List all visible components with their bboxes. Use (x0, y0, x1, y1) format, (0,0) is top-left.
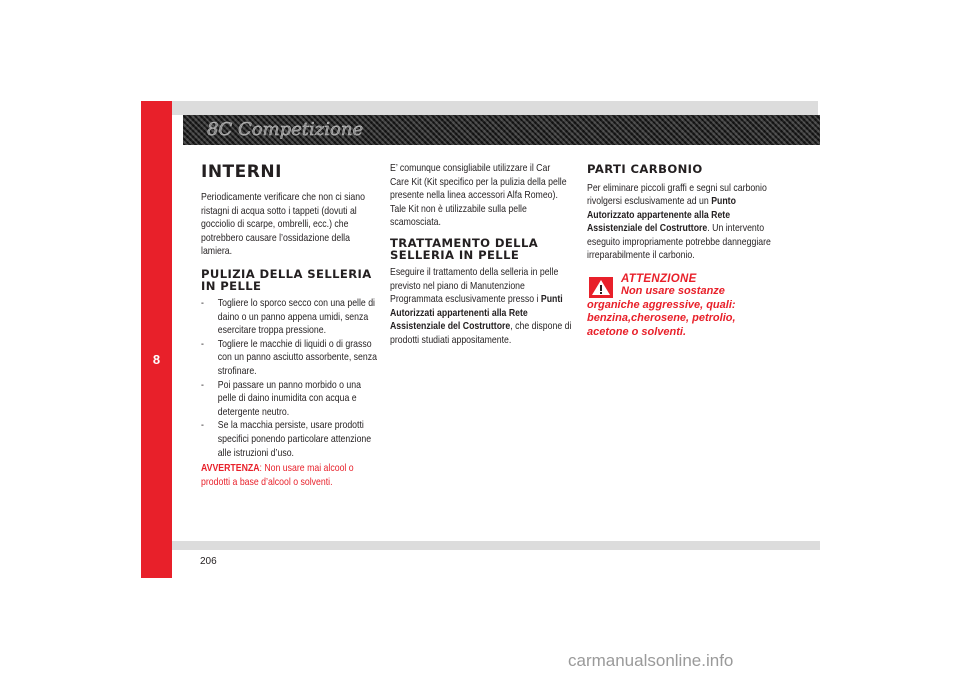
attention-title: ATTENZIONE (621, 273, 697, 286)
warning-label: AVVERTENZA (201, 463, 260, 475)
carbon-text-bold: Punto Autorizzato appartenente alla Rete Assistenziale del Costruttore (587, 196, 736, 235)
top-strip (172, 101, 818, 115)
list-item-text: Togliere lo sporco secco con una pelle di daino o un panno appena umidi, senza esercitare troppa pressione. (217, 297, 376, 337)
brand-logo (205, 116, 383, 142)
treatment-text-bold: Punti Autorizzati appartenenti alla Rete Assistenziale del Costruttore (390, 294, 563, 333)
warning-note (201, 462, 378, 489)
page-number: 206 (200, 556, 217, 567)
bullet-list (201, 297, 378, 489)
car-care-kit-paragraph: E’ comunque consigliabile utilizzare il Car Care Kit (Kit specifico per la pulizia della pelle presente nella linea accessori Alfa Romeo). Tale Kit non è utilizzabile sulla pelle scamosciata. (390, 163, 567, 229)
carbon-paragraph (587, 182, 773, 264)
treatment-text: Eseguire il trattamento della selleria in pelle previsto nel piano di Manutenzione Programmata esclusivamente presso i (390, 266, 559, 306)
list-item (201, 338, 378, 379)
bullet-marker: - (201, 338, 204, 350)
page-title: INTERNI (201, 162, 282, 182)
treatment-paragraph (390, 266, 571, 348)
column-right (587, 163, 772, 339)
list-item (201, 297, 378, 338)
list-item-text: Se la macchia persiste, usare prodotti specifici ponendo particolare attenzione alle istruzioni d’uso. (217, 420, 372, 459)
attention-box (587, 273, 772, 339)
carbon-text: Per eliminare piccoli graffi e segni sul carbonio rivolgersi esclusivamente ad un (587, 182, 767, 208)
column-middle (390, 162, 570, 348)
treatment-text-end: , che dispone di prodotti studiati appositamente. (390, 321, 572, 346)
chapter-tab (141, 101, 172, 578)
list-item (201, 379, 378, 420)
attention-text (587, 285, 772, 339)
warning-text: : Non usare mai alcool o prodotti a base d’alcool o solventi. (201, 463, 354, 488)
chapter-number: 8 (152, 352, 161, 367)
warning-triangle-icon (589, 277, 613, 298)
logo-text: 8C Competizione (207, 119, 364, 140)
carbon-text-end: . Un intervento eseguito impropriamente potrebbe danneggiare irreparabilmente il carbonio. (587, 223, 771, 262)
section-title-leather-cleaning: PULIZIA DELLA SELLERIA IN PELLE (201, 266, 372, 294)
bullet-marker: - (201, 379, 204, 391)
section-title-carbon-parts: PARTI CARBONIO (587, 162, 703, 176)
watermark: carmanualsonline.info (568, 651, 734, 670)
bullet-marker: - (201, 297, 204, 309)
list-item-text: Poi passare un panno morbido o una pelle di daino inumidita con acqua e detergente neutro. (217, 379, 361, 418)
column-left (201, 160, 377, 489)
section-title-leather-treatment: TRATTAMENTO DELLA SELLERIA IN PELLE (390, 235, 539, 263)
list-item (201, 419, 378, 460)
list-item-text: Togliere le macchie di liquidi o di grasso con un panno asciutto assorbente, senza strofinare. (217, 338, 377, 377)
attention-text-content: Non usare sostanze organiche aggressive, quali: benzina,cherosene, petrolio, acetone o solventi. (587, 285, 736, 338)
bottom-strip (172, 541, 820, 550)
intro-paragraph: Periodicamente verificare che non ci siano ristagni di acqua sotto i tappeti (dovuti al gocciolio di scarpe, ombrelli, ecc.) che potrebbero causare l’ossidazione della lamiera. (201, 192, 365, 258)
bullet-marker: - (201, 420, 204, 432)
